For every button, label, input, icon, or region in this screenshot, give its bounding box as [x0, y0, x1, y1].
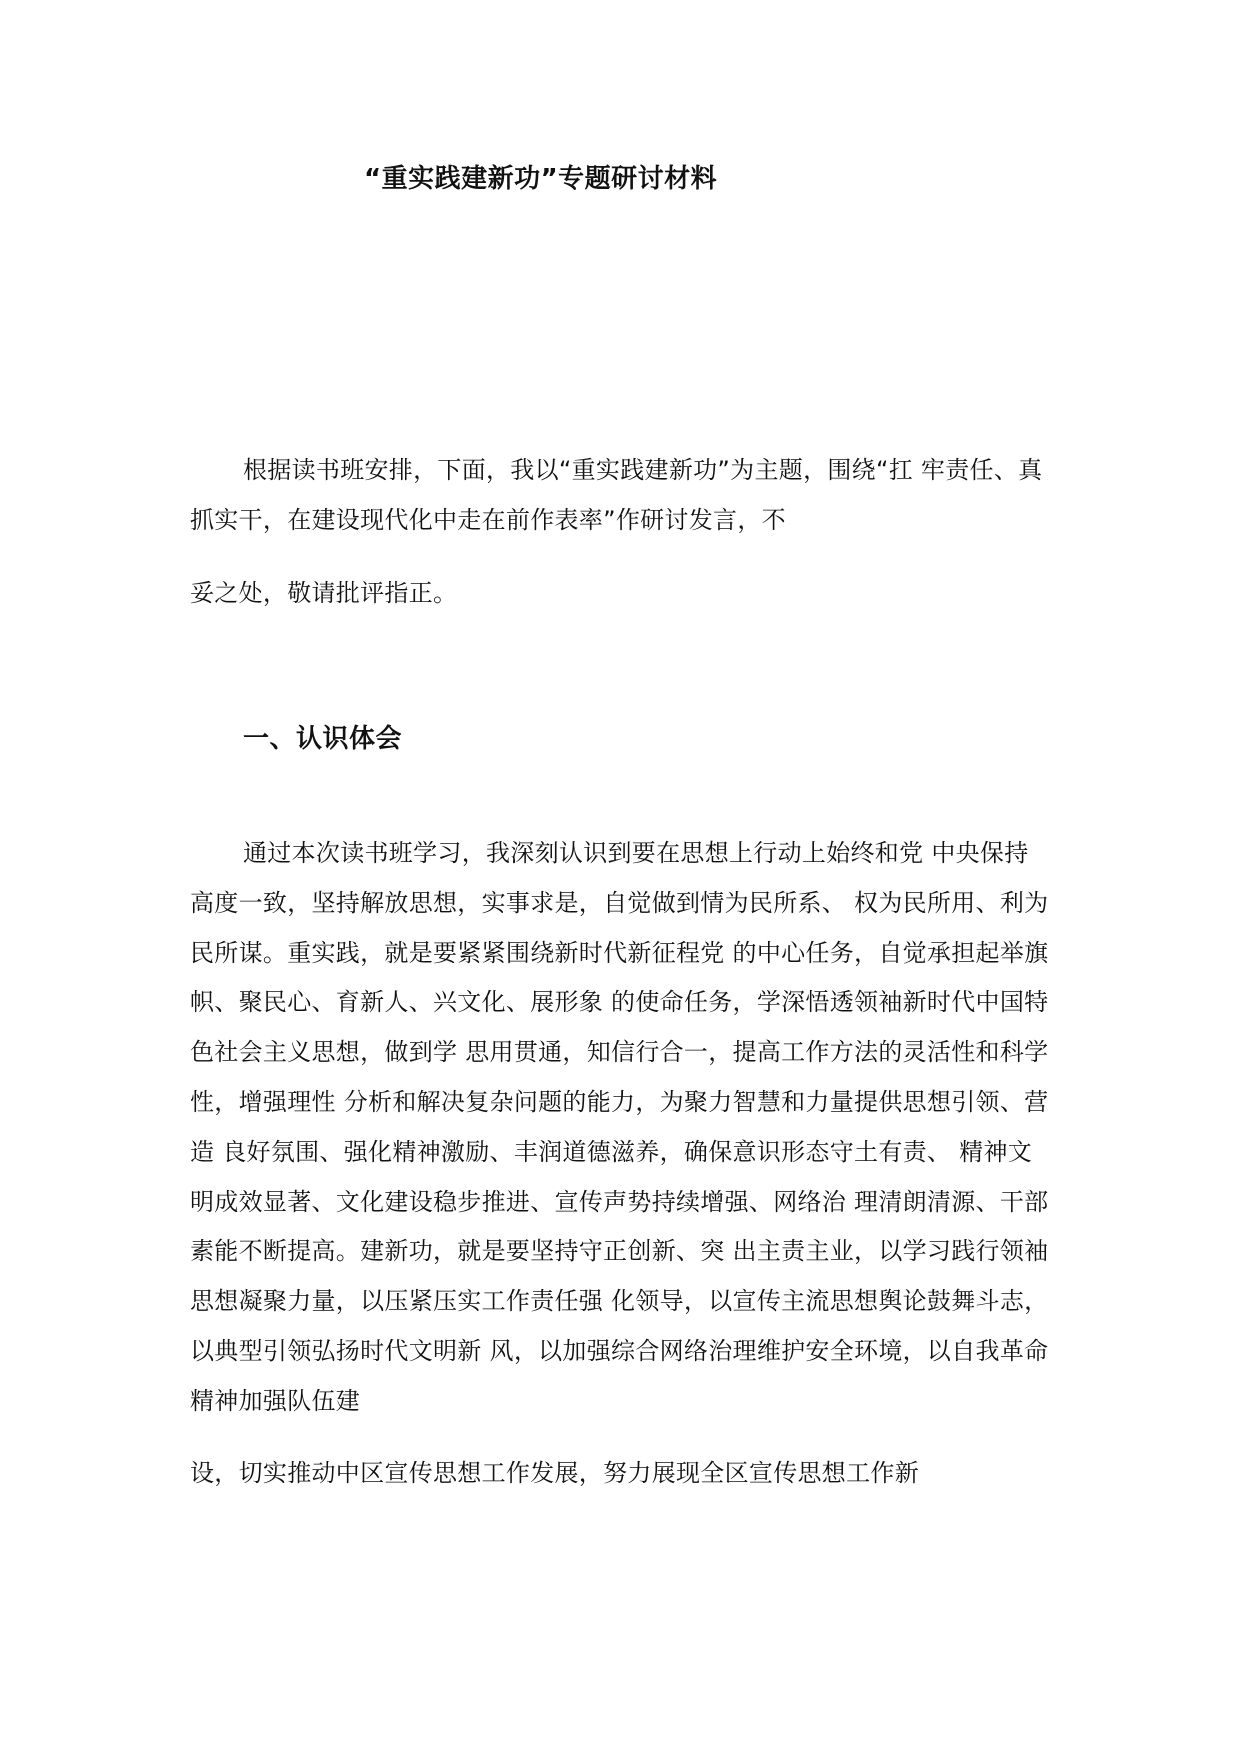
document-title: “重实践建新功”专题研讨材料 [364, 164, 718, 194]
section-heading: 一、认识体会 [243, 724, 403, 754]
body-line-2: 高度一致，坚持解放思想，实事求是，自觉做到情为民所系、 权为民所用、利为 [190, 889, 1049, 917]
body-line-7: 造 良好氛围、强化精神激励、丰润道德滋养，确保意识形态守土有责、 精神文 [190, 1138, 1033, 1166]
intro-line-3: 妥之处，敬请批评指正。 [190, 579, 458, 607]
body-line-4: 帜、聚民心、育新人、兴文化、展形象 的使命任务，学深悟透领袖新时代中国特 [190, 988, 1049, 1016]
body-line-10: 思想凝聚力量，以压紧压实工作责任强 化领导，以宣传主流思想舆论鼓舞斗志， [190, 1287, 1049, 1315]
body-line-13: 设，切实推动中区宣传思想工作发展，努力展现全区宣传思想工作新 [190, 1459, 919, 1487]
intro-line-2: 抓实干，在建设现代化中走在前作表率”作研讨发言，不 [190, 506, 786, 534]
body-line-1: 通过本次读书班学习，我深刻认识到要在思想上行动上始终和党 中央保持 [243, 839, 1029, 867]
body-line-9: 素能不断提高。建新功，就是要坚持守正创新、突 出主责主业，以学习践行领袖 [190, 1237, 1049, 1265]
intro-line-1: 根据读书班安排，下面，我以“重实践建新功”为主题，围绕“扛 牢责任、真 [243, 456, 1043, 484]
body-line-3: 民所谋。重实践，就是要紧紧围绕新时代新征程党 的中心任务，自觉承担起举旗 [190, 939, 1049, 967]
body-line-6: 性，增强理性 分析和解决复杂问题的能力，为聚力智慧和力量提供思想引领、营 [190, 1088, 1049, 1116]
body-line-11: 以典型引领弘扬时代文明新 风，以加强综合网络治理维护安全环境，以自我革命 [190, 1337, 1049, 1365]
body-line-8: 明成效显著、文化建设稳步推进、宣传声势持续增强、网络治 理清朗清源、干部 [190, 1188, 1049, 1216]
body-line-12: 精神加强队伍建 [190, 1387, 361, 1415]
body-line-5: 色社会主义思想，做到学 思用贯通，知信行合一，提高工作方法的灵活性和科学 [190, 1038, 1049, 1066]
